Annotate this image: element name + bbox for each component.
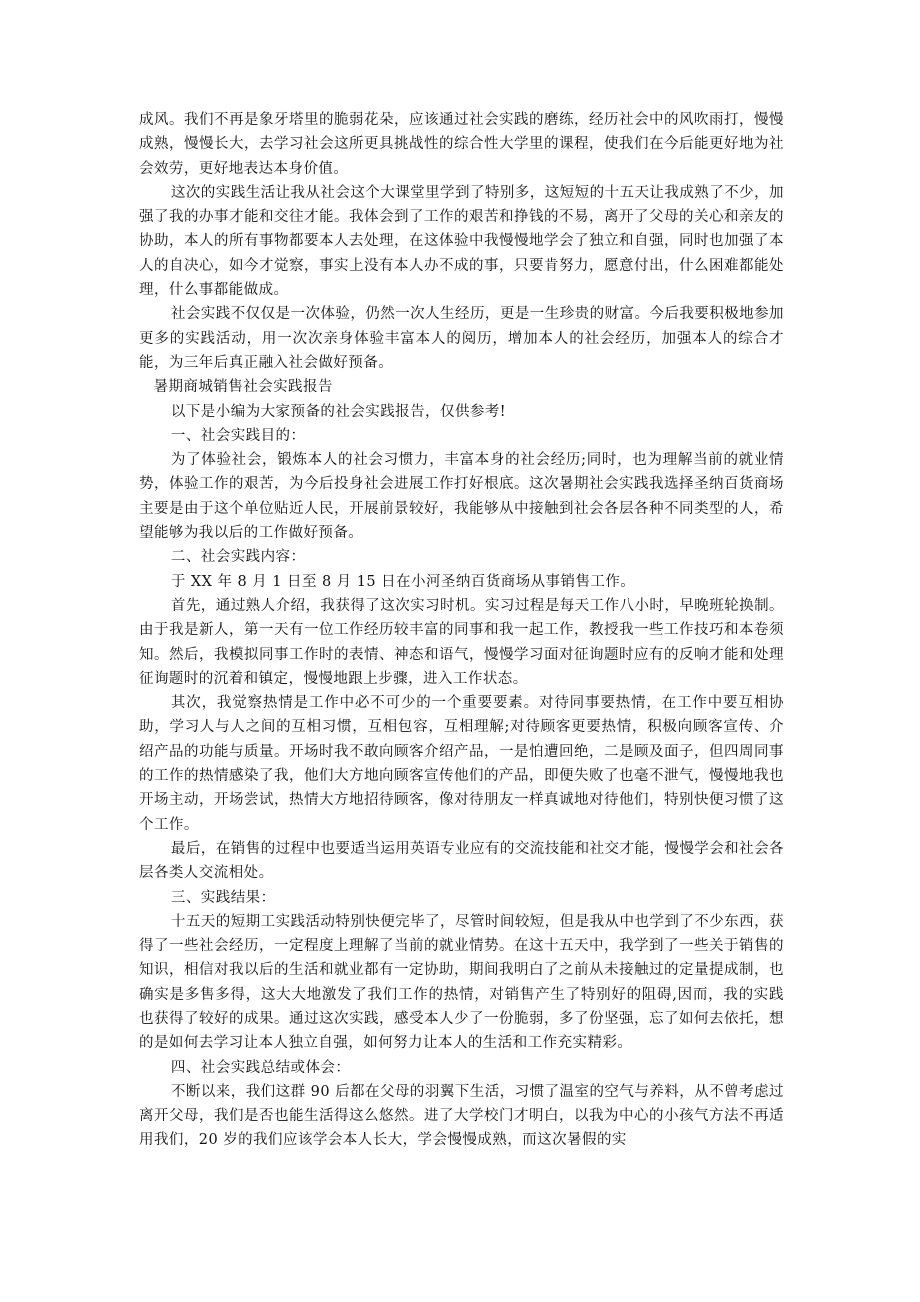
paragraph: 以下是小编为大家预备的社会实践报告，仅供参考! — [170, 403, 507, 420]
section-heading: 四、社会实践总结或体会： — [170, 1059, 351, 1076]
paragraph: 首先，通过熟人介绍，我获得了这次实习时机。实习过程是每天工作八小时，早晚班轮换制。由于我是新人，第一天有一位工作经历较丰富的同事和我一起工作，教授我一些工作技巧和本卷须知。然后，我模拟同事工作时的表情、神态和语气，慢慢学习面对征询题时应有的反响才能和处理征询题时的沉着和镇定，慢慢地跟上步骤，进入工作状态。 — [139, 597, 784, 687]
paragraph: 不断以来，我们这群 90 后都在父母的羽翼下生活，习惯了温室的空气与养料，从不曾考虑过离开父母，我们是否也能生活得这么悠然。进了大学校门才明白，以我为中心的小孩气方法不再适用我们，20 岁的我们应该学会本人长大，学会慢慢成熟，而这次暑假的实 — [139, 1083, 784, 1149]
paragraph: 于 XX 年 8 月 1 日至 8 月 15 日在小河圣纳百货商场从事销售工作。 — [170, 573, 636, 590]
section-heading: 二、社会实践内容： — [170, 549, 306, 566]
section-heading: 一、社会实践目的： — [170, 427, 306, 444]
paragraph: 最后，在销售的过程中也要适当运用英语专业应有的交流技能和社交才能，慢慢学会和社会各层各类人交流相处。 — [139, 840, 784, 882]
paragraph: 十五天的短期工实践活动特别快便完毕了，尽管时间较短，但是我从中也学到了不少东西，获得了一些社会经历，一定程度上理解了当前的就业情势。在这十五天中，我学到了一些关于销售的知识，相信对我以后的生活和就业都有一定协助，期间我明白了之前从未接触过的定量提成制，也确实是多售多得，这大大地激发了我们工作的热情，对销售产生了特别好的阻碍,因而，我的实践也获得了较好的成果。通过这次实践，感受本人少了一份脆弱，多了份坚强，忘了如何去依托，想的是如何去学习让本人独立自强，如何努力让本人的生活和工作充实精彩。 — [139, 913, 784, 1052]
document-page — [139, 108, 784, 1153]
paragraph: 其次，我觉察热情是工作中必不可少的一个重要要素。对待同事要热情，在工作中要互相协助，学习人与人之间的互相习惯，互相包容，互相理解;对待顾客更要热情，积极向顾客宣传、介绍产品的功能与质量。开场时我不敢向顾客介绍产品，一是怕遭回绝，二是顾及面子，但四周同事的工作的热情感染了我，他们大方地向顾客宣传他们的产品，即便失败了也毫不泄气，慢慢地我也开场主动，开场尝试，热情大方地招待顾客，像对待朋友一样真诚地对待他们，特别快便习惯了这个工作。 — [139, 695, 784, 833]
paragraph: 社会实践不仅仅是一次体验，仍然一次人生经历，更是一生珍贵的财富。今后我要积极地参加更多的实践活动，用一次次亲身体验丰富本人的阅历，增加本人的社会经历，加强本人的综合才能，为三年后真正融入社会做好预备。 — [139, 306, 784, 371]
paragraph: 成风。我们不再是象牙塔里的脆弱花朵，应该通过社会实践的磨练，经历社会中的风吹雨打，慢慢成熟，慢慢长大，去学习社会这所更具挑战性的综合性大学里的课程，使我们在今后能更好地为社会效劳，更好地表达本身价值。 — [139, 112, 784, 177]
paragraph: 这次的实践生活让我从社会这个大课堂里学到了特别多，这短短的十五天让我成熟了不少，加强了我的办事才能和交往才能。我体会到了工作的艰苦和挣钱的不易，离开了父母的关心和亲友的协助，本人的所有事物都要本人去处理，在这体验中我慢慢地学会了独立和自强，同时也加强了本人的自决心，如今才觉察，事实上没有本人办不成的事，只要肯努力，愿意付出，什么困难都能处理，什么事都能做成。 — [139, 184, 784, 299]
paragraph: 为了体验社会，锻炼本人的社会习惯力，丰富本身的社会经历;同时，也为理解当前的就业情势，体验工作的艰苦，为今后投身社会进展工作打好根底。这次暑期社会实践我选择圣纳百货商场主要是由于这个单位贴近人民，开展前景较好，我能够从中接触到社会各层各种不同类型的人，希望能够为我以后的工作做好预备。 — [139, 452, 784, 542]
section-title: 暑期商城销售社会实践报告 — [153, 379, 333, 396]
section-heading: 三、实践结果： — [170, 889, 276, 906]
